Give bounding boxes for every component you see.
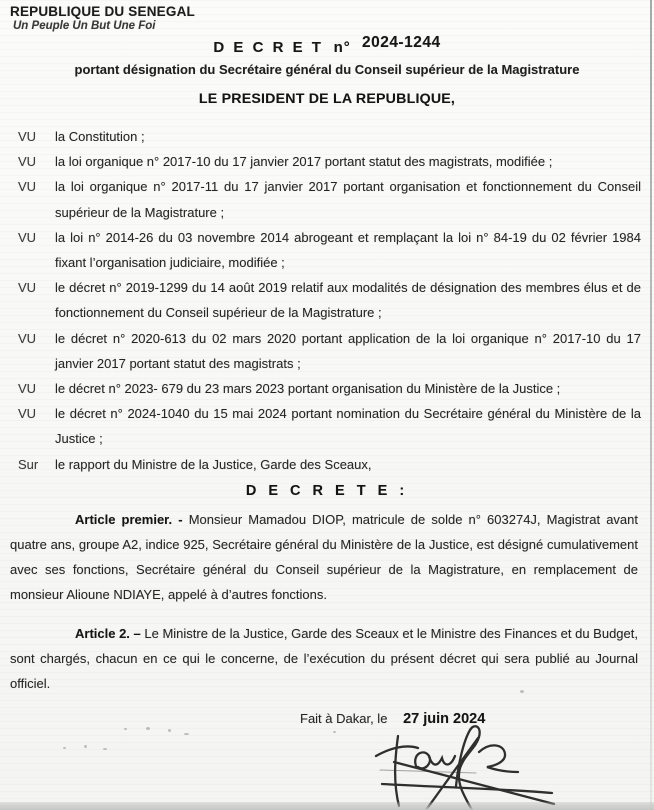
visa-label: VU — [18, 330, 37, 346]
issuer-name: REPUBLIQUE DU SENEGAL — [10, 4, 195, 19]
scan-smudge — [63, 747, 66, 749]
visa-row-sur — [0, 452, 654, 477]
scan-smudge — [333, 731, 336, 733]
visa-label: VU — [18, 154, 37, 170]
visa-text: la loi organique n° 2017-10 du 17 janvier 2017 portant statut des magistrats, modifiée ; — [55, 154, 553, 170]
visa-label: VU — [18, 280, 37, 296]
decree-title — [0, 34, 654, 57]
visa-label: Sur — [18, 456, 39, 472]
visa-row — [0, 174, 654, 224]
visa-text: la loi n° 2014-26 du 03 novembre 2014 abrogeant et remplaçant la loi n° 84-19 du 02 février 1984 fixant l’organisation judiciaire, modifiée ; — [55, 229, 641, 271]
decree-number: 2024-1244 — [361, 34, 441, 51]
article-2 — [0, 621, 654, 697]
scan-bottom-bar — [0, 802, 654, 810]
handwritten-signature-icon — [366, 710, 566, 810]
visa-text: la Constitution ; — [55, 129, 145, 144]
visa-text: la loi organique n° 2017-11 du 17 janvier 2017 portant organisation et fonctionnement du Conseil supérieur de la Magistrature ; — [55, 179, 641, 220]
article-premier-body: Monsieur Mamadou DIOP, matricule de solde n° 603274J, Magistrat avant quatre ans, groupe A2, indice 925, Secrétaire général du Ministère de la Justice, est désigné cumulativement avec ses fonctions, Secrétaire général du Conseil supérieur de la Magistrature, en remplacement de monsieur Alioune NDIAYE, appelé à d’autres fonctions. — [10, 511, 638, 603]
visa-list — [0, 124, 654, 477]
national-motto: Un Peuple Un But Une Foi — [13, 20, 156, 32]
president-salutation: LE PRESIDENT DE LA REPUBLIQUE, — [198, 91, 456, 107]
visa-row — [0, 326, 654, 376]
visa-label: VU — [18, 406, 37, 422]
scan-smudge — [520, 690, 524, 693]
visa-row — [0, 124, 654, 149]
decree-number-label: n° — [333, 39, 351, 56]
visa-text: le décret n° 2023- 679 du 23 mars 2023 portant organisation du Ministère de la Justice ; — [55, 381, 561, 397]
visa-row — [0, 275, 654, 325]
visa-text: le décret n° 2024-1040 du 15 mai 2024 portant nomination du Secrétaire général du Ministère de la Justice ; — [55, 406, 641, 447]
decree-subtitle: portant désignation du Secrétaire général du Conseil supérieur de la Magistrature — [74, 62, 580, 77]
scan-smudge — [84, 745, 87, 748]
article-2-body: Le Ministre de la Justice, Garde des Sceaux et le Ministre des Finances et du Budget, sont chargés, chacun en ce qui le concerne, de l’exécution du présent décret qui sera publié au Journal officiel. — [10, 625, 638, 692]
closing-date: 27 juin 2024 — [403, 711, 486, 728]
scan-smudge — [168, 729, 171, 732]
visa-row — [0, 401, 654, 451]
visa-text: le rapport du Ministre de la Justice, Garde des Sceaux, — [55, 456, 372, 472]
visa-label: VU — [18, 179, 37, 195]
article-2-lead: Article 2. – — [75, 625, 141, 641]
scan-smudge — [146, 727, 150, 730]
scan-smudge — [124, 728, 127, 730]
visa-label: VU — [18, 229, 37, 245]
visa-label: VU — [18, 129, 37, 144]
decree-title-word: D E C R E T — [213, 39, 324, 56]
visa-row — [0, 149, 654, 174]
article-premier — [0, 507, 654, 608]
decree-enacting-heading: D E C R E T E : — [245, 482, 409, 499]
visa-text: le décret n° 2020-613 du 02 mars 2020 portant application de la loi organique n° 2017-10 du 17 janvier 2017 portant statut des magistrats ; — [55, 330, 641, 371]
visa-row — [0, 376, 654, 401]
scan-edge-line — [650, 0, 652, 810]
article-premier-lead: Article premier. - — [75, 511, 183, 527]
closing-place: Fait à Dakar, le — [300, 711, 388, 727]
visa-label: VU — [18, 381, 37, 397]
letterhead — [0, 0, 654, 33]
scan-smudge — [184, 733, 189, 735]
scan-smudge — [103, 748, 107, 750]
visa-row — [0, 225, 654, 275]
visa-text: le décret n° 2019-1299 du 14 août 2019 relatif aux modalités de désignation des membres élus et de fonctionnement du Conseil supérieur de la Magistrature ; — [55, 280, 641, 321]
